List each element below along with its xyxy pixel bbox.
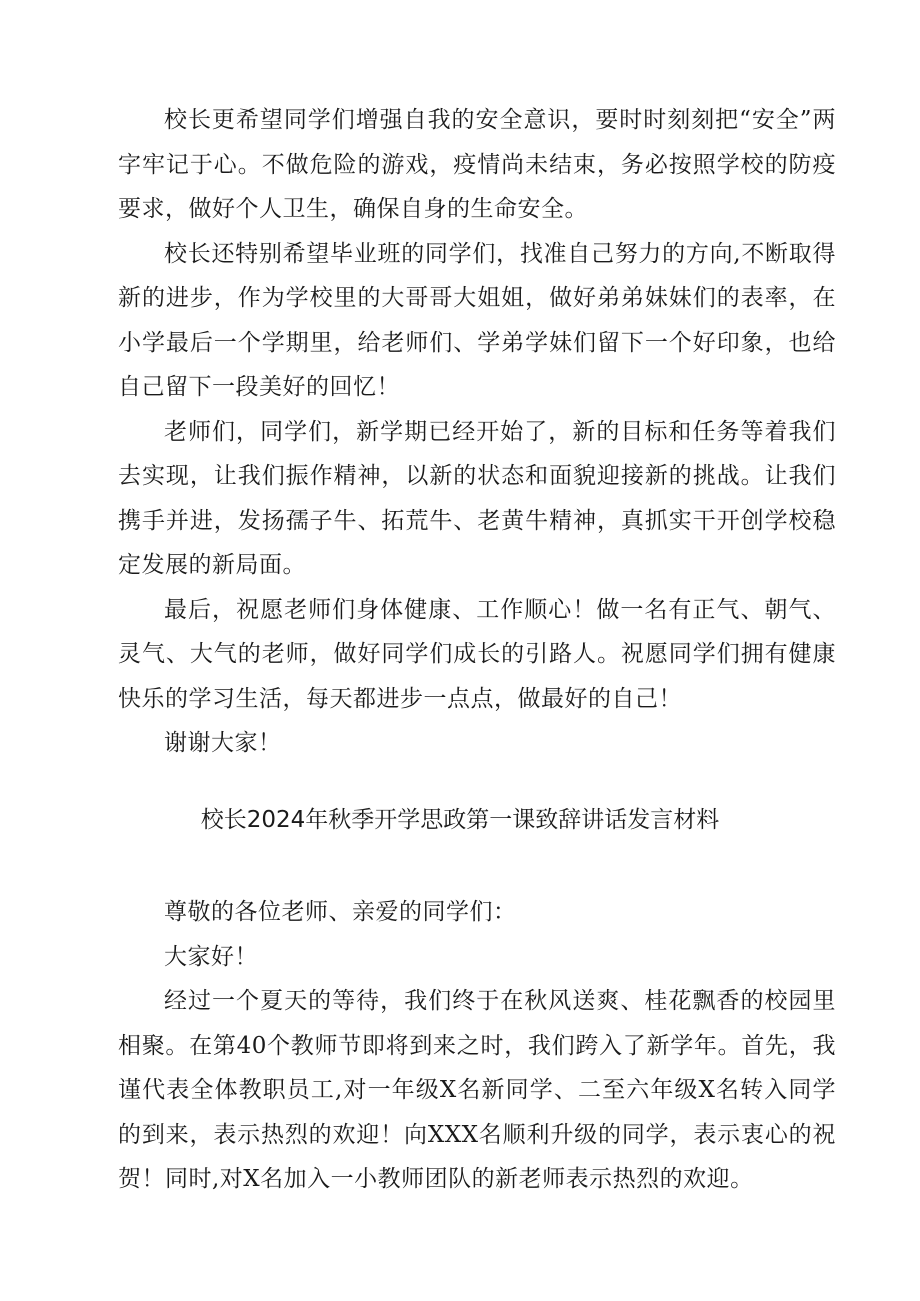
document-title: 校长2024年秋季开学思政第一课致辞讲话发言材料	[200, 807, 720, 833]
paragraph-thanks: 谢谢大家！	[164, 730, 282, 756]
paragraph-safety: 校长更希望同学们增强自我的安全意识，要时时刻刻把“安全”两字牢记于心。不做危险的游戏，疫情尚未结束，务必按照学校的防疫要求，做好个人卫生，确保自身的生命安全。	[118, 107, 836, 222]
document-body-upper	[118, 98, 836, 766]
document-body-lower	[118, 890, 836, 1202]
paragraph-wishes: 最后，祝愿老师们身体健康、工作顺心！做一名有正气、朝气、灵气、大气的老师，做好同学们成长的引路人。祝愿同学们拥有健康快乐的学习生活，每天都进步一点点，做最好的自己！	[118, 596, 836, 712]
paragraph-welcome: 经过一个夏天的等待，我们终于在秋风送爽、桂花飘香的校园里相聚。在第40个教师节即将到来之时，我们跨入了新学年。首先，我谨代表全体教职员工,对一年级X名新同学、二至六年级X名转入同学的到来，表示热烈的欢迎！向XXX名顺利升级的同学，表示衷心的祝贺！同时,对X名加入一小教师团队的新老师表示热烈的欢迎。	[118, 988, 836, 1192]
paragraph-salutation: 尊敬的各位老师、亲爱的同学们：	[164, 899, 517, 925]
paragraph-new-semester: 老师们，同学们，新学期已经开始了，新的目标和任务等着我们去实现，让我们振作精神，以新的状态和面貌迎接新的挑战。让我们携手并进，发扬孺子牛、拓荒牛、老黄牛精神，真抓实干开创学校稳定发展的新局面。	[118, 418, 836, 578]
paragraph-greeting: 大家好！	[164, 943, 258, 970]
paragraph-graduates: 校长还特别希望毕业班的同学们，找准自己努力的方向,不断取得新的进步，作为学校里的大哥哥大姐姐，做好弟弟妹妹们的表率，在小学最后一个学期里，给老师们、学弟学妹们留下一个好印象，也给自己留下一段美好的回忆！	[118, 240, 836, 400]
